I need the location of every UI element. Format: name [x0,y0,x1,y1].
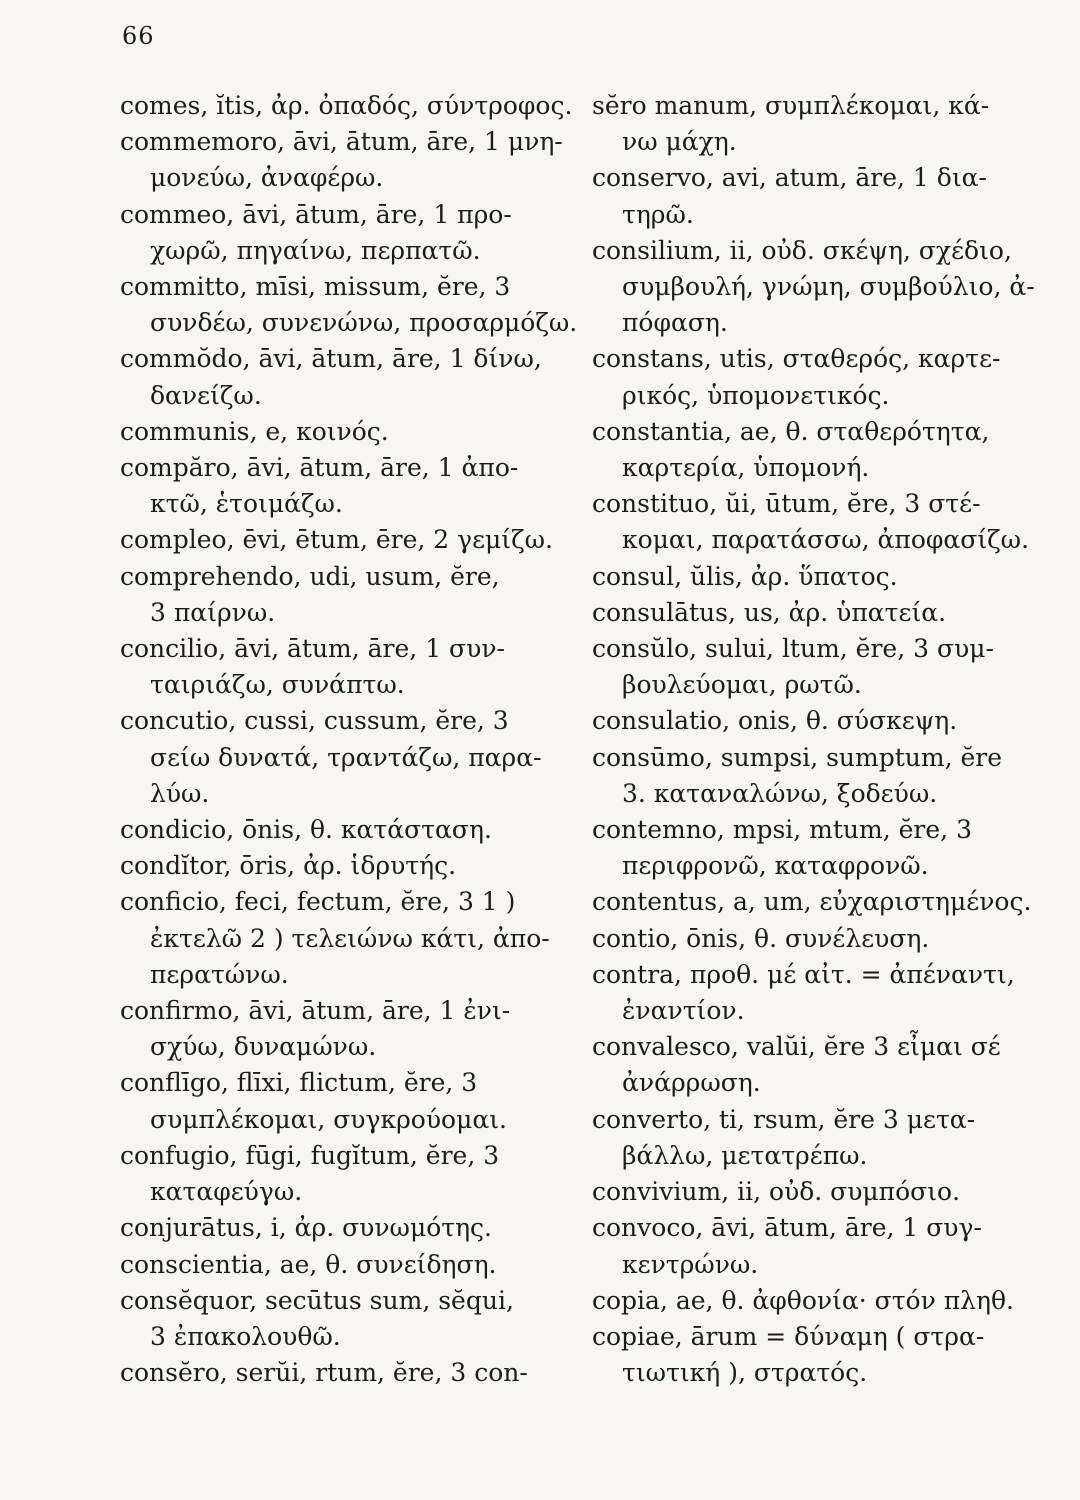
entry-headword-line: commemoro, āvi, ātum, āre, 1 μνη- [120,127,563,157]
entry-headword-line: conservo, avi, atum, āre, 1 δια- [592,163,987,193]
dictionary-entry [592,884,1042,920]
entry-headword-line: committo, mīsi, missum, ĕre, 3 [120,272,511,302]
entry-continuation-line: συνδέω, συνενώνω, προσαρμόζω. [150,308,578,338]
entry-continuation-line: ταιριάζω, συνάπτω. [150,670,405,700]
dictionary-entry [120,559,560,631]
dictionary-entry [120,884,560,993]
dictionary-entry [592,1319,1042,1391]
entry-headword-line: compleo, ēvi, ētum, ēre, 2 γεμίζω. [120,525,553,555]
entry-headword-line: constituo, ŭi, ūtum, ĕre, 3 στέ- [592,489,981,519]
entry-headword-line: consĕquor, secūtus sum, sĕqui, [120,1285,514,1315]
entry-continuation-line: ρικός, ὑπομονετικός. [622,380,890,410]
entry-continuation-line: λύω. [150,778,210,808]
entry-continuation-line: καρτερία, ὑπομονή. [622,453,870,483]
entry-headword-line: consūmo, sumpsi, sumptum, ĕre [592,742,1003,772]
entry-continuation-line: καταφεύγω. [150,1177,303,1207]
dictionary-entry [592,957,1042,1029]
entry-headword-line: conflīgo, flīxi, flictum, ĕre, 3 [120,1068,478,1098]
entry-headword-line: consul, ŭlis, ἀρ. ὕπατος. [592,561,898,591]
entry-headword-line: consŭlo, sului, ltum, ĕre, 3 συμ- [592,634,994,664]
dictionary-entry [120,1283,560,1355]
entry-continuation-line: περιφρονῶ, καταφρονῶ. [622,851,929,881]
entry-headword-line: condĭtor, ōris, ἀρ. ἱδρυτής. [120,851,457,881]
entry-headword-line: convalesco, valŭi, ĕre 3 εἶμαι σέ [592,1032,1001,1062]
entry-headword-line: concilio, āvi, ātum, āre, 1 συν- [120,634,505,664]
entry-headword-line: contio, ōnis, θ. συνέλευση. [592,923,930,953]
entry-continuation-line: βάλλω, μετατρέπω. [622,1140,868,1170]
entry-headword-line: commŏdo, āvi, ātum, āre, 1 δίνω, [120,344,542,374]
dictionary-entry [592,812,1042,884]
entry-continuation-line: ἐναντίον. [622,996,745,1026]
entry-headword-line: convoco, āvi, ātum, āre, 1 συγ- [592,1213,982,1243]
entry-headword-line: sĕro manum, συμπλέκομαι, κά- [592,91,990,120]
entry-continuation-line: τιωτική ), στρατός. [622,1358,868,1388]
dictionary-entry [592,703,1042,739]
entry-continuation-line: 3. καταναλώνω, ξοδεύω. [622,778,938,808]
entry-headword-line: compăro, āvi, ātum, āre, 1 ἀπο- [120,453,519,483]
dictionary-entry [592,160,1042,232]
entry-headword-line: conscientia, ae, θ. συνείδηση. [120,1249,497,1279]
entry-headword-line: consilium, ii, οὐδ. σκέψη, σχέδιο, [592,235,1012,265]
entry-headword-line: copia, ae, θ. ἀφθονία· στόν πληθ. [592,1285,1014,1315]
dictionary-entry [120,1247,560,1283]
dictionary-entry [592,1029,1042,1101]
dictionary-entry [592,341,1042,413]
entry-headword-line: conjurātus, i, ἀρ. συνωμότης. [120,1213,492,1243]
entry-continuation-line: 3 παίρνω. [150,597,276,627]
entry-continuation-line: κτῶ, ἑτοιμάζω. [150,489,343,519]
entry-headword-line: copiae, ārum = δύναμη ( στρα- [592,1321,985,1351]
dictionary-entry [120,993,560,1065]
dictionary-entry [592,88,1042,160]
entry-continuation-line: πόφαση. [622,308,728,338]
dictionary-entry [592,1102,1042,1174]
dictionary-entry [592,740,1042,812]
dictionary-entry [592,486,1042,558]
dictionary-entry [120,848,560,884]
dictionary-entry [592,414,1042,486]
entry-continuation-line: περατώνω. [150,959,289,989]
dictionary-entry [592,595,1042,631]
dictionary-entry [120,88,573,124]
entry-headword-line: comes, ĭtis, ἀρ. ὀπαδός, σύντροφος. [120,91,573,120]
entry-continuation-line: χωρῶ, πηγαίνω, περπατῶ. [150,235,481,265]
entry-continuation-line: κεντρώνω. [622,1249,759,1279]
dictionary-entry [120,1355,560,1391]
entry-headword-line: consulātus, us, ἀρ. ὑπατεία. [592,597,947,627]
entry-headword-line: conficio, feci, fectum, ĕre, 3 1 ) [120,887,516,917]
entry-headword-line: commeo, āvi, ātum, āre, 1 προ- [120,199,512,229]
entry-continuation-line: ἀνάρρωση. [622,1068,761,1098]
entry-continuation-line: μονεύω, ἀναφέρω. [150,163,384,193]
dictionary-entry [592,921,1042,957]
entry-headword-line: confirmo, āvi, ātum, āre, 1 ἐνι- [120,996,511,1026]
entry-continuation-line: κομαι, παρατάσσω, ἀποφασίζω. [622,525,1030,555]
entry-continuation-line: 3 ἐπακολουθῶ. [150,1321,341,1351]
dictionary-entry [120,414,560,450]
entry-headword-line: concutio, cussi, cussum, ĕre, 3 [120,706,509,736]
entry-headword-line: communis, e, κοινός. [120,416,389,446]
page-number: 66 [122,22,155,50]
dictionary-entry [592,1283,1042,1319]
entry-headword-line: comprehendo, udi, usum, ĕre, [120,561,500,591]
entry-continuation-line: συμπλέκομαι, συγκρούομαι. [150,1104,507,1134]
dictionary-entry [592,233,1042,342]
entry-continuation-line: ἐκτελῶ 2 ) τελειώνω κάτι, ἀπο- [150,923,550,953]
entry-continuation-line: σείω δυνατά, τραντάζω, παρα- [150,742,542,772]
dictionary-entry [120,197,560,269]
entry-continuation-line: βουλεύομαι, ρωτῶ. [622,670,862,700]
entry-headword-line: confugio, fūgi, fugĭtum, ĕre, 3 [120,1140,500,1170]
entry-continuation-line: σχύω, δυναμώνω. [150,1032,377,1062]
dictionary-entry [120,522,560,558]
entry-headword-line: convivium, ii, οὐδ. συμπόσιο. [592,1177,961,1207]
dictionary-entry [120,1210,560,1246]
right-column [592,88,1042,1391]
dictionary-entry [120,124,563,196]
left-column [120,88,578,1391]
dictionary-entry [592,559,1042,595]
entry-continuation-line: τηρῶ. [622,199,694,229]
entry-headword-line: converto, ti, rsum, ĕre 3 μετα- [592,1104,976,1134]
entry-continuation-line: συμβουλή, γνώμη, συμβούλιο, ἀ- [622,272,1035,302]
dictionary-entry [120,1065,560,1137]
entry-continuation-line: νω μάχη. [622,127,737,157]
dictionary-entry [120,1138,560,1210]
entry-headword-line: contra, προθ. μέ αἰτ. = ἀπέναντι, [592,959,1015,989]
dictionary-entry [120,812,560,848]
entry-headword-line: contemno, mpsi, mtum, ĕre, 3 [592,815,972,845]
entry-headword-line: consĕro, serŭi, rtum, ĕre, 3 con- [120,1358,528,1388]
entry-headword-line: contentus, a, um, εὐχαριστημένος. [592,887,1032,917]
entry-headword-line: condicio, ōnis, θ. κατάσταση. [120,815,492,845]
dictionary-entry [120,450,560,522]
dictionary-entry [120,631,560,703]
dictionary-entry [592,1174,1042,1210]
dictionary-entry [120,269,578,341]
dictionary-entry [120,703,560,812]
dictionary-entry [120,341,560,413]
entry-continuation-line: δανείζω. [150,380,262,410]
dictionary-entry [592,631,1042,703]
entry-headword-line: consulatio, onis, θ. σύσκεψη. [592,706,958,736]
dictionary-entry [592,1210,1042,1282]
entry-headword-line: constans, utis, σταθερός, καρτε- [592,344,1001,374]
entry-headword-line: constantia, ae, θ. σταθερότητα, [592,416,990,446]
